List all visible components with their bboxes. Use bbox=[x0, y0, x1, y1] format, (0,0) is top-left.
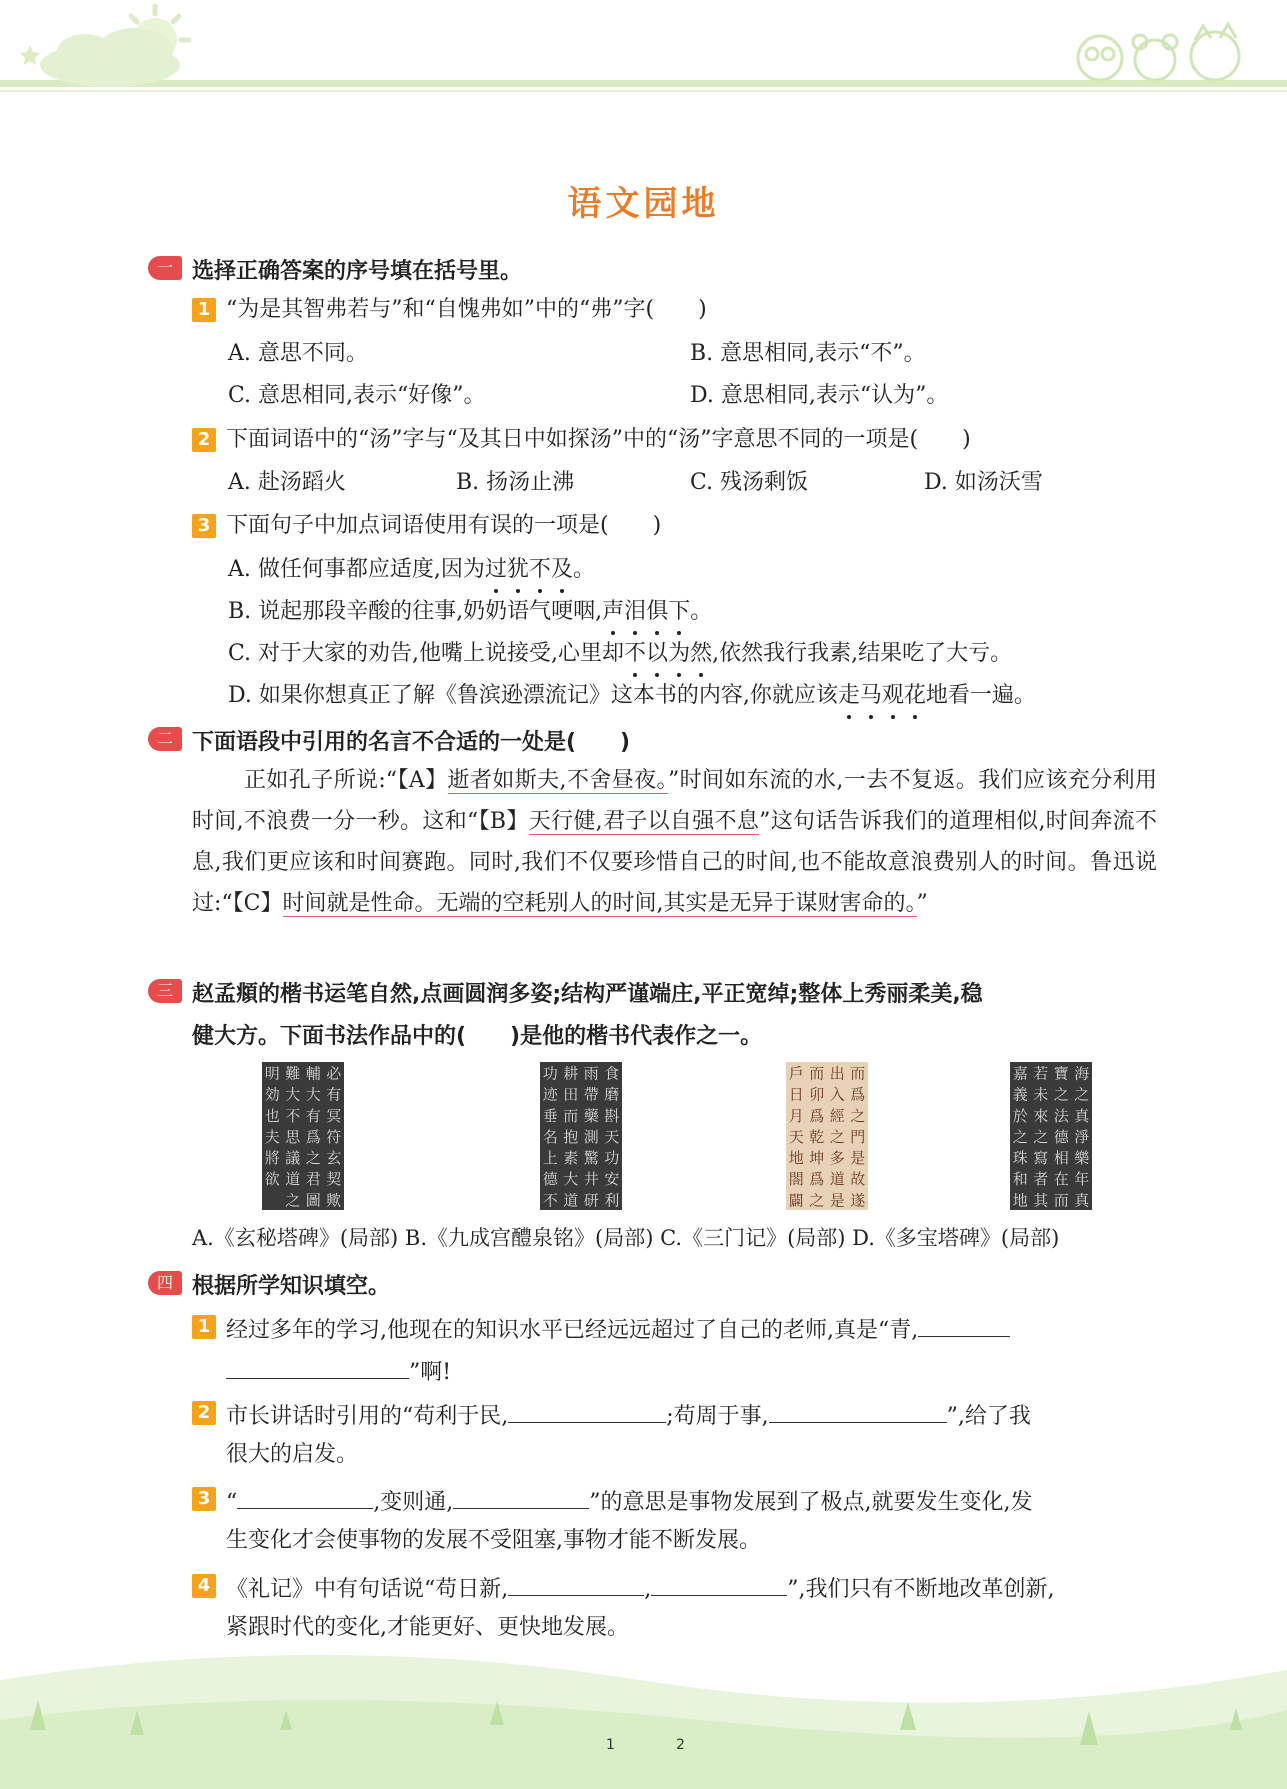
calligraphy-char: 有 bbox=[326, 1085, 342, 1104]
q1-2-option-c: C. 残汤剩饭 bbox=[690, 470, 809, 495]
calligraphy-char: 大 bbox=[305, 1085, 321, 1104]
emphasis-dot bbox=[516, 589, 520, 593]
section-1-badge: 一 bbox=[148, 256, 182, 280]
calligraphy-char: 道 bbox=[829, 1170, 845, 1189]
calligraphy-char: 德 bbox=[542, 1170, 558, 1189]
dotted-char: 以 bbox=[646, 639, 668, 669]
q4-2-line1: 市长讲话时引用的“苟利于民, ;苟周于事, ”,给了我 bbox=[226, 1398, 1031, 1432]
calligraphy-char: 磨 bbox=[604, 1085, 620, 1104]
calligraphy-char: 嘉 bbox=[1012, 1064, 1028, 1083]
dotted-char: 声 bbox=[602, 597, 624, 627]
calligraphy-char: 之 bbox=[1033, 1127, 1049, 1146]
emphasis-dot bbox=[538, 589, 542, 593]
dotted-char: 观 bbox=[882, 681, 904, 711]
calligraphy-char: 海 bbox=[1074, 1064, 1090, 1083]
calligraphy-char: 測 bbox=[583, 1127, 599, 1146]
q1-2-stem: 下面词语中的“汤”字与“及其日中如探汤”中的“汤”字意思不同的一项是( ) bbox=[226, 427, 971, 452]
emphasis-dot bbox=[677, 631, 681, 635]
calligraphy-char: 閤 bbox=[788, 1170, 804, 1189]
calligraphy-char: 之 bbox=[809, 1191, 825, 1210]
calligraphy-char: 未 bbox=[1033, 1085, 1049, 1104]
calligraphy-char: 乾 bbox=[809, 1127, 825, 1146]
dotted-char: 过 bbox=[485, 555, 507, 585]
emphasis-dot bbox=[633, 631, 637, 635]
calligraphy-char: 之 bbox=[305, 1149, 321, 1168]
emphasis-dot bbox=[869, 715, 873, 719]
calligraphy-char: 闢 bbox=[788, 1191, 804, 1210]
q1-1-option-c: C. 意思相同,表示“好像”。 bbox=[228, 383, 486, 408]
q1-1-option-a: A. 意思不同。 bbox=[228, 341, 368, 366]
calligraphy-image-a bbox=[262, 1062, 344, 1210]
calligraphy-char: 爲 bbox=[305, 1127, 321, 1146]
dotted-char: 俱 bbox=[646, 597, 668, 627]
dotted-char: 为 bbox=[668, 639, 690, 669]
calligraphy-char: 符 bbox=[326, 1127, 342, 1146]
section-3-answer-labels: A.《玄秘塔碑》(局部) B.《九成宫醴泉铭》(局部) C.《三门记》(局部) D.《多宝塔碑》(局部) bbox=[192, 1226, 1060, 1250]
calligraphy-char: 道 bbox=[563, 1191, 579, 1210]
calligraphy-char: 地 bbox=[788, 1149, 804, 1168]
calligraphy-char: 雨 bbox=[583, 1064, 599, 1083]
q4-2-line2: 很大的启发。 bbox=[226, 1442, 359, 1467]
calligraphy-char: 之 bbox=[1012, 1127, 1028, 1146]
calligraphy-char: 有 bbox=[305, 1106, 321, 1125]
emphasis-dotted bbox=[602, 599, 690, 624]
calligraphy-char: 出 bbox=[829, 1064, 845, 1083]
calligraphy-char: 玄 bbox=[326, 1149, 342, 1168]
calligraphy-char: 大 bbox=[285, 1085, 301, 1104]
emphasis-dot bbox=[611, 631, 615, 635]
quote-a: 逝者如斯夫,不舍昼夜。 bbox=[447, 768, 668, 793]
blank-input[interactable] bbox=[769, 1398, 947, 1423]
calligraphy-char: 卯 bbox=[809, 1085, 825, 1104]
calligraphy-char: 珠 bbox=[1012, 1149, 1028, 1168]
q4-3-line2: 生变化才会使事物的发展不受阻塞,事物才能不断发展。 bbox=[226, 1528, 761, 1553]
calligraphy-char: 垂 bbox=[542, 1106, 558, 1125]
q1-3-option-d: D. 如果你想真正了解《鲁滨逊漂流记》这本书的内容,你就应该走 马 观 花 地看一遍。 bbox=[228, 681, 1036, 711]
calligraphy-char: 冥 bbox=[326, 1106, 342, 1125]
emphasis-dot bbox=[655, 673, 659, 677]
calligraphy-char: 多 bbox=[829, 1149, 845, 1168]
q4-1-line2: ”啊! bbox=[226, 1354, 451, 1388]
dotted-char: 不 bbox=[624, 639, 646, 669]
q4-3-line1: “ ,变则通, ”的意思是事物发展到了极点,就要发生变化,发 bbox=[226, 1484, 1033, 1518]
calligraphy-char: 契 bbox=[326, 1170, 342, 1189]
calligraphy-char: 來 bbox=[1033, 1106, 1049, 1125]
quote-c: 时间就是性命。无端的空耗别人的时间,其实是无异于谋财害命的。 bbox=[282, 891, 917, 916]
calligraphy-char: 思 bbox=[285, 1127, 301, 1146]
calligraphy-char: 而 bbox=[809, 1064, 825, 1083]
dotted-char: 犹 bbox=[507, 555, 529, 585]
q1-3-option-c: C. 对于大家的劝告,他嘴上说接受,心里却不 以 为 然 ,依然我行我素,结果吃了大亏。 bbox=[228, 639, 1012, 669]
q1-1-stem: “为是其智弗若与”和“自愧弗如”中的“弗”字( ) bbox=[226, 297, 707, 322]
calligraphy-char: 相 bbox=[1053, 1149, 1069, 1168]
page-title: 语文园地 bbox=[567, 184, 720, 224]
calligraphy-char: 寫 bbox=[1033, 1149, 1049, 1168]
calligraphy-char: 和 bbox=[1012, 1170, 1028, 1189]
calligraphy-char: 大 bbox=[563, 1170, 579, 1189]
section-2-heading: 下面语段中引用的名言不合适的一处是( ) bbox=[192, 730, 631, 755]
blank-input[interactable] bbox=[651, 1571, 787, 1596]
q4-2-number: 2 bbox=[192, 1401, 216, 1425]
calligraphy-char: 明 bbox=[264, 1064, 280, 1083]
section-3-badge: 三 bbox=[148, 979, 182, 1003]
q1-2-number: 2 bbox=[192, 428, 216, 452]
calligraphy-char: 利 bbox=[604, 1191, 620, 1210]
calligraphy-char: 天 bbox=[604, 1127, 620, 1146]
q4-3-number: 3 bbox=[192, 1487, 216, 1511]
blank-input[interactable] bbox=[226, 1354, 409, 1379]
dotted-char: 下 bbox=[668, 597, 690, 627]
q1-3-stem: 下面句子中加点词语使用有误的一项是( ) bbox=[226, 513, 662, 538]
calligraphy-char: 遂 bbox=[850, 1191, 866, 1210]
calligraphy-char: 入 bbox=[829, 1085, 845, 1104]
calligraphy-char: 不 bbox=[542, 1191, 558, 1210]
calligraphy-char: 日 bbox=[788, 1085, 804, 1104]
footer-landscape bbox=[0, 1620, 1287, 1789]
calligraphy-char: 必 bbox=[326, 1064, 342, 1083]
calligraphy-char: 夫 bbox=[264, 1127, 280, 1146]
emphasis-dotted bbox=[485, 557, 573, 582]
calligraphy-char: 若 bbox=[1033, 1064, 1049, 1083]
calligraphy-char: 輔 bbox=[305, 1064, 321, 1083]
calligraphy-char: 難 bbox=[285, 1064, 301, 1083]
calligraphy-char: 樂 bbox=[1074, 1149, 1090, 1168]
calligraphy-char: 爲 bbox=[850, 1085, 866, 1104]
calligraphy-char: 功 bbox=[542, 1064, 558, 1083]
calligraphy-char: 之 bbox=[1053, 1085, 1069, 1104]
calligraphy-char: 地 bbox=[1012, 1191, 1028, 1210]
section-4-badge: 四 bbox=[148, 1271, 182, 1295]
emphasis-dot bbox=[913, 715, 917, 719]
calligraphy-image-d bbox=[1010, 1062, 1092, 1210]
calligraphy-char: 歟 bbox=[326, 1191, 342, 1210]
emphasis-dot bbox=[655, 631, 659, 635]
calligraphy-char: 迹 bbox=[542, 1085, 558, 1104]
dotted-char: 及 bbox=[551, 555, 573, 585]
dotted-char: 马 bbox=[860, 681, 882, 711]
calligraphy-char: 天 bbox=[788, 1127, 804, 1146]
calligraphy-char: 素 bbox=[563, 1149, 579, 1168]
q4-4-number: 4 bbox=[192, 1574, 216, 1598]
cartoon-animals-icon bbox=[1060, 18, 1260, 88]
section-3-heading-line2: 健大方。下面书法作品中的( )是他的楷书代表作之一。 bbox=[192, 1024, 763, 1049]
q4-4-line1: 《礼记》中有句话说“苟日新, , ”,我们只有不断地改革创新, bbox=[226, 1571, 1054, 1605]
calligraphy-char: 而 bbox=[563, 1106, 579, 1125]
page-number-right: 2 bbox=[676, 1737, 685, 1753]
blank-input[interactable] bbox=[508, 1398, 666, 1423]
q4-1-line1: 经过多年的学习,他现在的知识水平已经远远超过了自己的老师,真是“青, bbox=[226, 1312, 1010, 1346]
calligraphy-char: 研 bbox=[583, 1191, 599, 1210]
calligraphy-char: 而 bbox=[1053, 1191, 1069, 1210]
calligraphy-char: 道 bbox=[285, 1170, 301, 1189]
section-3-heading-line1: 赵孟頫的楷书运笔自然,点画圆润多姿;结构严谨端庄,平正宽绰;整体上秀丽柔美,稳 bbox=[192, 982, 983, 1007]
calligraphy-char: 故 bbox=[850, 1170, 866, 1189]
dotted-char: 不 bbox=[529, 555, 551, 585]
q1-1-number: 1 bbox=[192, 298, 216, 322]
calligraphy-char: 者 bbox=[1033, 1170, 1049, 1189]
blank-input[interactable] bbox=[453, 1484, 589, 1509]
calligraphy-char: 而 bbox=[850, 1064, 866, 1083]
emphasis-dot bbox=[699, 673, 703, 677]
calligraphy-char: 田 bbox=[563, 1085, 579, 1104]
calligraphy-char: 是 bbox=[829, 1191, 845, 1210]
dotted-char: 走 bbox=[838, 681, 860, 711]
q1-2-option-d: D. 如汤沃雪 bbox=[924, 470, 1043, 495]
q1-1-option-d: D. 意思相同,表示“认为”。 bbox=[690, 383, 949, 408]
emphasis-dotted bbox=[624, 641, 712, 666]
section-2-badge: 二 bbox=[148, 727, 182, 751]
page-number-left: 1 bbox=[606, 1737, 615, 1753]
calligraphy-char: 也 bbox=[264, 1106, 280, 1125]
q1-1-option-b: B. 意思相同,表示“不”。 bbox=[690, 341, 926, 366]
blank-input[interactable] bbox=[918, 1312, 1010, 1337]
calligraphy-char: 月 bbox=[788, 1106, 804, 1125]
calligraphy-char: 食 bbox=[604, 1064, 620, 1083]
calligraphy-char: 法 bbox=[1053, 1106, 1069, 1125]
calligraphy-char: 在 bbox=[1053, 1170, 1069, 1189]
calligraphy-char: 斟 bbox=[604, 1106, 620, 1125]
q1-2-option-a: A. 赴汤蹈火 bbox=[228, 470, 346, 495]
calligraphy-char: 功 bbox=[604, 1149, 620, 1168]
calligraphy-char: 真 bbox=[1074, 1191, 1090, 1210]
calligraphy-char: 名 bbox=[542, 1127, 558, 1146]
calligraphy-char: 之 bbox=[1074, 1085, 1090, 1104]
q1-2-option-b: B. 扬汤止沸 bbox=[456, 470, 575, 495]
emphasis-dot bbox=[891, 715, 895, 719]
calligraphy-char: 之 bbox=[850, 1106, 866, 1125]
header-band-thin bbox=[0, 90, 1287, 92]
dotted-char: 然 bbox=[690, 639, 712, 669]
calligraphy-char: 其 bbox=[1033, 1191, 1049, 1210]
calligraphy-char: 義 bbox=[1012, 1085, 1028, 1104]
section-4-heading: 根据所学知识填空。 bbox=[192, 1274, 391, 1299]
calligraphy-char: 欲 bbox=[264, 1170, 280, 1189]
calligraphy-char: 將 bbox=[264, 1149, 280, 1168]
sun-cloud-icon bbox=[0, 0, 220, 90]
q1-3-option-b: B. 说起那段辛酸的往事,奶奶语气哽咽,声 泪 俱 下 。 bbox=[228, 597, 712, 627]
calligraphy-char: 年 bbox=[1074, 1170, 1090, 1189]
q4-1-number: 1 bbox=[192, 1315, 216, 1339]
emphasis-dotted bbox=[838, 683, 926, 708]
section-2-passage: 正如孔子所说:“【A】逝者如斯夫,不舍昼夜。”时间如东流的水,一去不复返。我们应该充分利用时间,不浪费一分一秒。这和“【B】天行健,君子以自强不息”这句话告诉我们的道理相似,时间奔流不息,我们更应该和时间赛跑。同时,我们不仅要珍惜自己的时间,也不能故意浪费别人的时间。鲁迅说过:“【C】时间就是性命。无端的空耗别人的时间,其实是无异于谋财害命的。” bbox=[192, 768, 1157, 916]
calligraphy-char: 是 bbox=[850, 1149, 866, 1168]
calligraphy-char: 戶 bbox=[788, 1064, 804, 1083]
calligraphy-char: 淨 bbox=[1074, 1127, 1090, 1146]
calligraphy-char: 上 bbox=[542, 1149, 558, 1168]
emphasis-dot bbox=[633, 673, 637, 677]
q1-3-option-a: A. 做任何事都应适度,因为过 犹 不 及 。 bbox=[228, 555, 595, 585]
calligraphy-image-b bbox=[540, 1062, 622, 1210]
blank-input[interactable] bbox=[237, 1484, 373, 1509]
q4-4-line2: 紧跟时代的变化,才能更好、更快地发展。 bbox=[226, 1615, 629, 1640]
calligraphy-char: 藥 bbox=[583, 1106, 599, 1125]
calligraphy-char: 帶 bbox=[583, 1085, 599, 1104]
calligraphy-image-c bbox=[786, 1062, 868, 1210]
calligraphy-char: 安 bbox=[604, 1170, 620, 1189]
calligraphy-char: 耕 bbox=[563, 1064, 579, 1083]
emphasis-dot bbox=[677, 673, 681, 677]
calligraphy-char: 經 bbox=[829, 1106, 845, 1125]
calligraphy-char: 門 bbox=[850, 1127, 866, 1146]
calligraphy-char: 寶 bbox=[1053, 1064, 1069, 1083]
q1-3-number: 3 bbox=[192, 514, 216, 538]
calligraphy-char: 之 bbox=[829, 1127, 845, 1146]
calligraphy-char: 爲 bbox=[809, 1106, 825, 1125]
calligraphy-char: 之 bbox=[285, 1191, 301, 1210]
dotted-char: 花 bbox=[904, 681, 926, 711]
calligraphy-char: 爲 bbox=[809, 1170, 825, 1189]
calligraphy-char: 効 bbox=[264, 1085, 280, 1104]
blank-input[interactable] bbox=[508, 1571, 644, 1596]
calligraphy-char: 井 bbox=[583, 1170, 599, 1189]
calligraphy-char: 君 bbox=[305, 1170, 321, 1189]
calligraphy-char: 德 bbox=[1053, 1127, 1069, 1146]
calligraphy-char: 坤 bbox=[809, 1149, 825, 1168]
emphasis-dot bbox=[847, 715, 851, 719]
calligraphy-char: 圖 bbox=[305, 1191, 321, 1210]
section-1-heading: 选择正确答案的序号填在括号里。 bbox=[192, 259, 523, 284]
calligraphy-char: 不 bbox=[285, 1106, 301, 1125]
calligraphy-char: 抱 bbox=[563, 1127, 579, 1146]
dotted-char: 泪 bbox=[624, 597, 646, 627]
calligraphy-char: 於 bbox=[1012, 1106, 1028, 1125]
calligraphy-char: 驚 bbox=[583, 1149, 599, 1168]
emphasis-dot bbox=[494, 589, 498, 593]
emphasis-dot bbox=[560, 589, 564, 593]
quote-b: 天行健,君子以自强不息 bbox=[528, 809, 760, 834]
calligraphy-char: 真 bbox=[1074, 1106, 1090, 1125]
calligraphy-char: 議 bbox=[285, 1149, 301, 1168]
